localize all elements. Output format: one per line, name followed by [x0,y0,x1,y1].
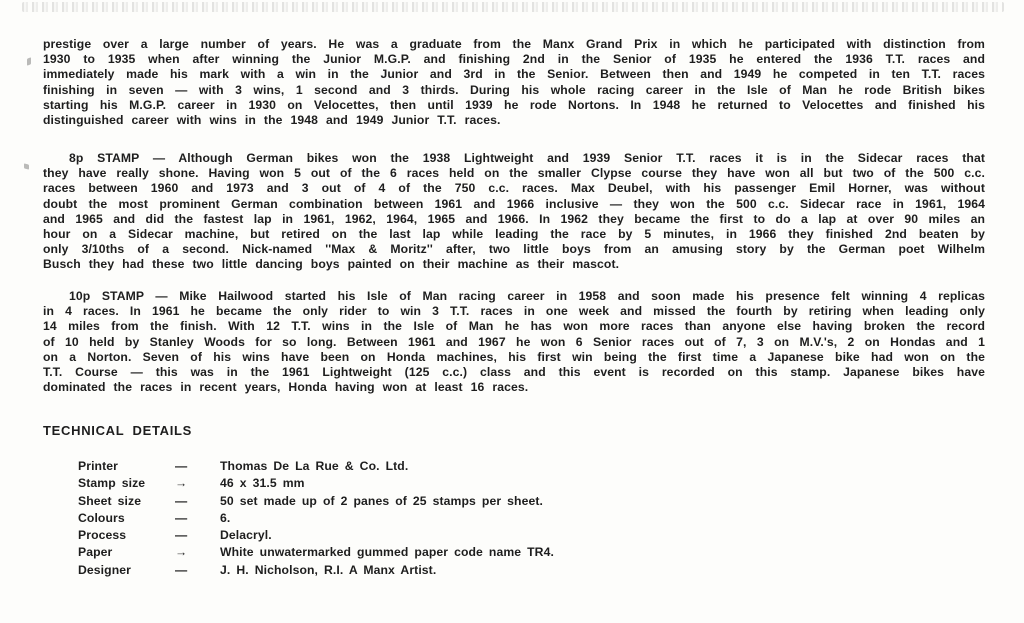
text-line: 10p STAMP — Mike Hailwood started his Isle of Man racing career in 1958 and soon made his presence felt winning 4 replicas [69,289,985,303]
text-line: T.T. Course — this was in the 1961 Lightweight (125 c.c.) class and this event is recorded on this stamp. Japanese bikes have [43,365,985,380]
text-line: and 1965 and did the fastest lap in 1961, 1962, 1964, 1965 and 1966. In 1962 they became the first to do a lap at over 90 miles an [43,211,985,226]
dash-glyph: — [175,528,188,543]
text-line: distinguished career with wins in the 1948 and 1949 Junior T.T. races. [43,113,501,128]
text-line: in 4 races. In 1961 he became the only rider to win 3 T.T. races in one week and missed the fourth by retiring when leading only [43,304,985,319]
tech-row-paper [78,544,778,561]
tech-label: Process [78,528,127,543]
ink-speck [24,163,29,169]
tech-label: Colours [78,510,125,525]
tech-row-printer [78,458,778,475]
arrow-glyph: → [175,545,188,560]
tech-value: J. H. Nicholson, R.I. A Manx Artist. [220,562,437,577]
text-line: only 3/10ths of a second. Nick-named ''Max & Moritz'' after, two little boys from an amusing story by the German poet Wilhelm [43,242,985,257]
text-line: 1930 to 1935 when after winning the Junior M.G.P. and finishing 2nd in the Senior of 1935 he entered the 1936 T.T. races and [43,52,985,67]
tech-value: 50 set made up of 2 panes of 25 stamps per sheet. [220,493,543,508]
technical-details-heading: TECHNICAL DETAILS [43,423,193,438]
tech-row-process [78,527,778,544]
tech-value: 46 x 31.5 mm [220,476,305,491]
dash-glyph: — [175,493,188,508]
tech-row-sheet-size [78,493,778,510]
text-line: 14 miles from the finish. With 12 T.T. wins in the Isle of Man he has won more races than anyone else having broken the record [43,319,985,334]
paragraph-8p-stamp [43,151,985,273]
tech-label: Designer [78,562,131,577]
text-line: hour on a Sidecar machine, but retired on the last lap while leading the race by 5 minutes, in 1966 they finished 2nd beaten by [43,227,985,242]
tech-value: White unwatermarked gummed paper code name TR4. [220,545,554,560]
text-line: doubt the most prominent German combination between 1961 and 1966 inclusive — they won the 500 c.c. Sidecar race in 1961, 1964 [43,196,985,211]
tech-label: Stamp size [78,476,146,491]
ink-speck [27,57,31,65]
text-line: races between 1960 and 1973 and 3 out of 4 of the 750 c.c. races. Max Deubel, with his passenger Emil Horner, was without [43,181,985,196]
text-line: starting his M.G.P. career in 1930 on Velocettes, then until 1939 he rode Nortons. In 1948 he returned to Velocettes and finished his [43,97,985,112]
dash-glyph: — [175,510,188,525]
scan-noise-band [22,2,1004,12]
text-line: Busch they had these two little dancing boys painted on their machine as their mascot. [43,257,620,272]
paragraph-career-summary [43,37,985,128]
tech-row-designer [78,562,778,579]
text-line: finishing in seven — with 3 wins, 1 second and 3 thirds. During his whole racing career in the Isle of Man he rode British bikes [43,82,985,97]
text-line: of 10 held by Stanley Woods for so long. Between 1961 and 1967 he won 6 Senior races out of 7, 3 on M.V.'s, 2 on Hondas and 1 [43,334,985,349]
text-line: immediately made his mark with a win in the Junior and 3rd in the Senior. Between then and 1949 he competed in ten T.T. races [43,67,985,82]
text-line: they have really shone. Having won 5 out of the 6 races held on the smaller Clypse course they have won all but two of the 500 c.c. [43,166,985,181]
text-line: on a Norton. Seven of his wins have been on Honda machines, his first win being the first time a Japanese bike had won on the [43,349,985,364]
tech-row-stamp-size [78,475,778,492]
tech-value: Thomas De La Rue & Co. Ltd. [220,459,409,473]
tech-label: Paper [78,545,113,560]
dash-glyph: — [175,562,188,577]
tech-value: Delacryl. [220,528,272,543]
arrow-glyph: → [175,476,188,491]
tech-value: 6. [220,510,231,525]
tech-label: Printer [78,459,118,473]
text-line: dominated the races in recent years, Honda having won at least 16 races. [43,380,529,395]
tech-label: Sheet size [78,493,142,508]
tech-row-colours [78,510,778,527]
text-line: 8p STAMP — Although German bikes won the 1938 Lightweight and 1939 Senior T.T. races it is in the Sidecar races that [69,151,985,165]
paragraph-10p-stamp [43,289,985,395]
text-line: prestige over a large number of years. He was a graduate from the Manx Grand Prix in which he participated with distinction from [43,37,985,51]
technical-details-list [78,458,778,579]
dash-glyph: — [175,459,188,473]
